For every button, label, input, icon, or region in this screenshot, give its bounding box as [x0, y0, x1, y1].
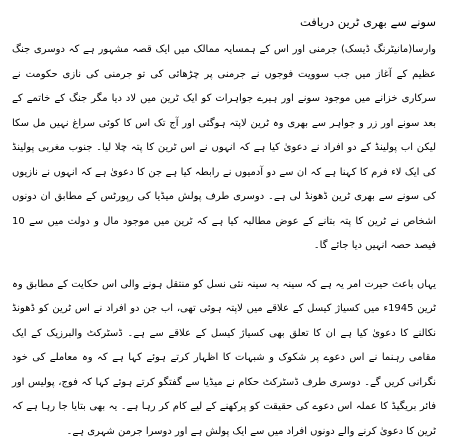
article-paragraph-2: یہاں باعث حیرت امر یہ ہے کہ سینہ بہ سینہ نئی نسل کو منتقل ہونے والی اس حکایت کے مطابق وہ ٹرین 1945ء میں کسیاژ کیسل کے علاقے میں لاپتہ ہوئی تھی، اب جن دو افراد نے اس ٹرین کو ڈھونڈ نکالنے کا دعویٰ کیا ہے ان کا تعلق بھی کسیاژ کیسل کے علاقے سے ہے۔ ڈسٹرکٹ والبرزیک کے ایک مقامی رہنما نے اس دعوے پر شکوک و شبہات کا اظہار کرتے ہوئے کہا ہے کہ وہ معاملے کی خود نگرانی کریں گے۔ دوسری طرف ڈسٹرکٹ حکام نے میڈیا سے گفتگو کرتے ہوئے کہا کہ فوج، پولیس اور فائر بریگیڈ کا عملہ اس دعوے کی حقیقت کو پرکھنے کے لیے کام کر رہا ہے۔ یہ بھی بتایا جا رہا ہے کہ ٹرین کا دعویٰ کرنے والے دونوں افراد میں سے ایک پولش ہے اور دوسرا جرمن شہری ہے۔	[12, 273, 436, 444]
article-paragraph-1: وارسا(مانیٹرنگ ڈیسک) جرمنی اور اس کے ہمسایہ ممالک میں ایک قصہ مشہور ہے کہ دوسری جنگ عظیم کے آغاز میں جب سوویت فوجوں نے جرمنی پر چڑھائی کی تو جرمنی کی نازی حکومت نے سرکاری خزانے میں موجود سونے اور ہیرے جواہرات کو ایک ٹرین میں لاد دیا مگر جنگ کے خاتمے کے بعد سونے اور زر و جواہر سے بھری وہ ٹرین لاپتہ ہوگئی اور آج تک اس کا کوئی سراغ نہیں مل سکا لیکن اب پولینڈ کے دو افراد نے دعویٰ کیا ہے کہ انہوں نے اس ٹرین کا پتہ چلا لیا۔ جنوب مغربی پولینڈ کی ایک لاء فرم کا کہنا ہے کہ ان سے دو آدمیوں نے رابطہ کیا ہے جن کا دعویٰ ہے کہ انہوں نے نازیوں کی سونے سے بھری ٹرین ڈھونڈ لی ہے۔ دوسری طرف پولش میڈیا کی رپورٹس کے مطابق ان دونوں اشخاص نے ٹرین کا پتہ بتانے کے عوض مطالبہ کیا ہے کہ ٹرین میں موجود مال و دولت میں سے 10 فیصد حصہ انہیں دیا جائے گا۔	[12, 38, 436, 259]
article-headline: سونے سے بھری ٹرین دریافت	[12, 14, 436, 30]
